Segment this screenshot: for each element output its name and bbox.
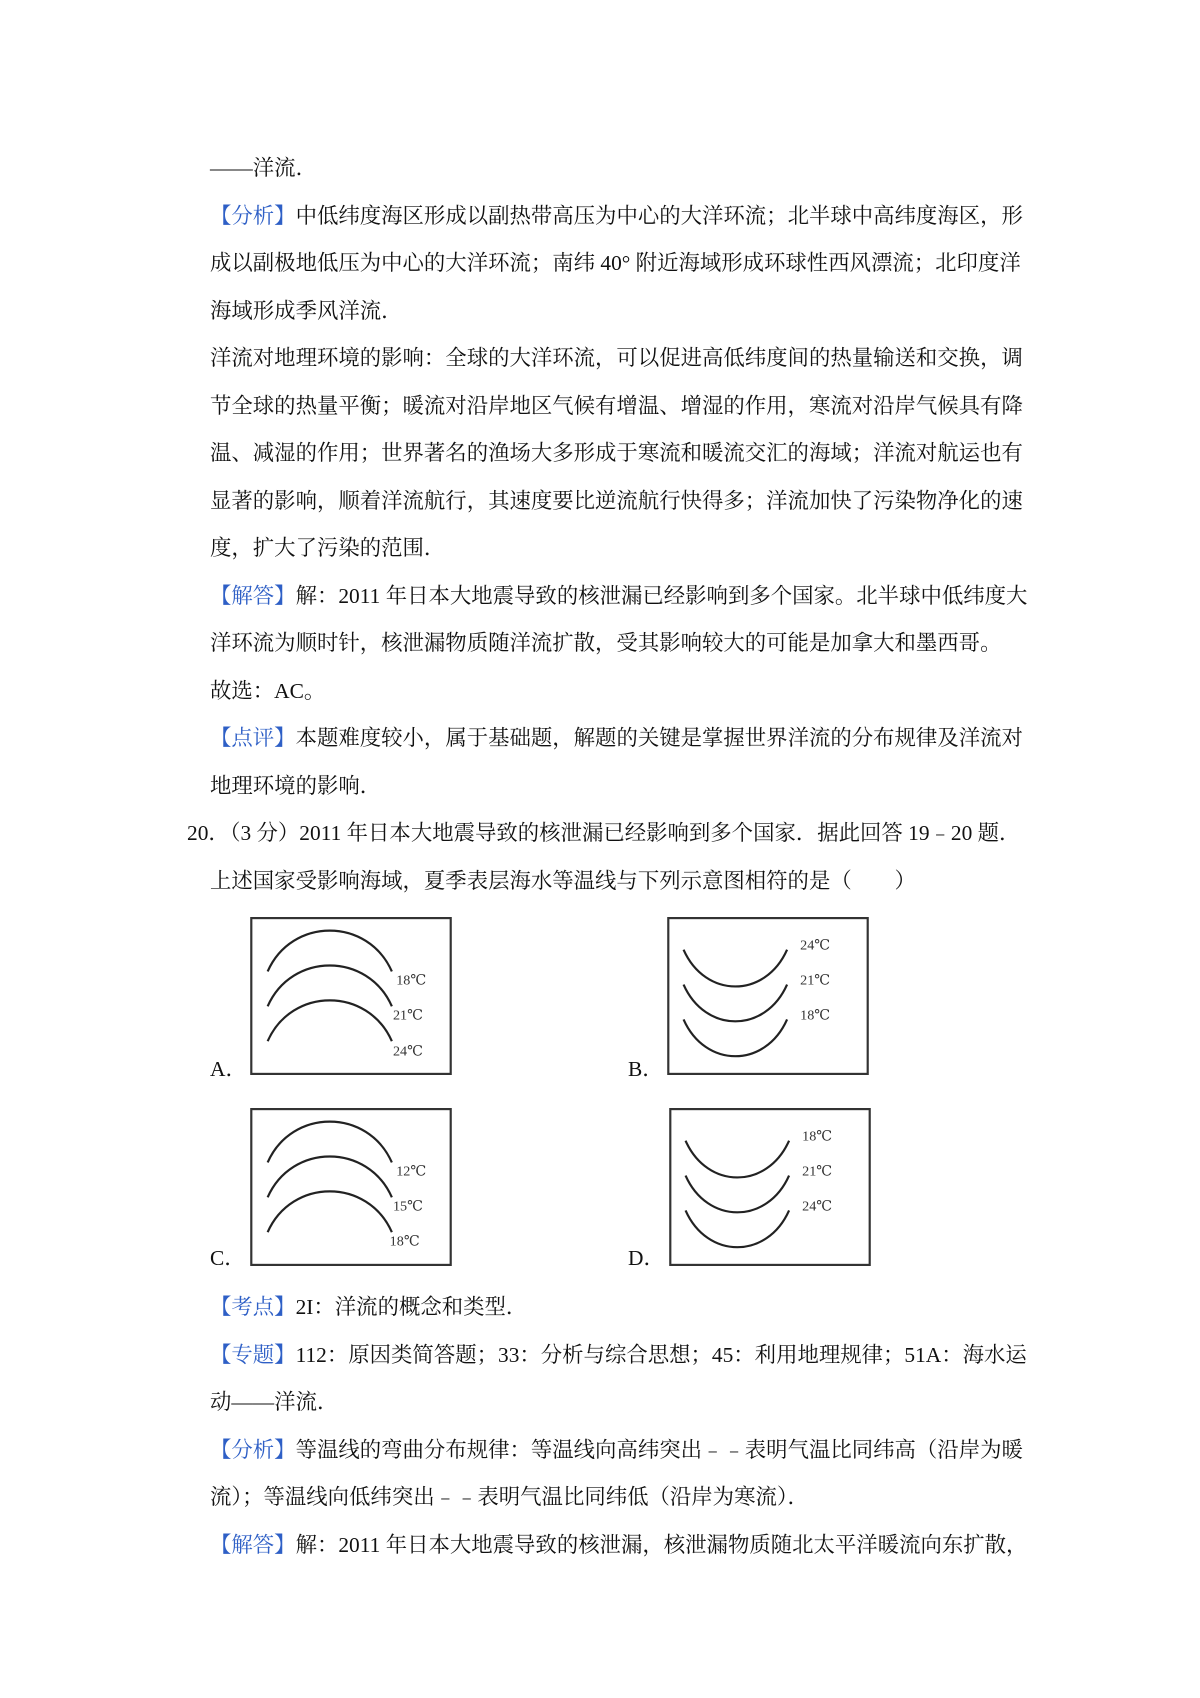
- question-line: [210, 858, 1025, 906]
- answer-text: 解：2011 年日本大地震导致的核泄漏，核泄漏物质随北太平洋暖流向东扩散，: [295, 1532, 1028, 1557]
- answer-line: [210, 620, 1025, 668]
- analysis-text: 中低纬度海区形成以副热带高压为中心的大洋环流；北半球中高纬度海区，形: [295, 203, 1023, 228]
- isotherm-label: 21℃: [800, 972, 831, 989]
- solution-section: [210, 1284, 1028, 1569]
- impact-line: [210, 430, 1025, 478]
- continuation-line: [210, 145, 1025, 193]
- knowledge-point-line: [210, 1284, 1025, 1332]
- option-d-label: D．: [628, 1246, 665, 1270]
- analysis-line: [210, 1427, 1025, 1475]
- analysis-text: 成以副极地低压为中心的大洋环流；南纬 40° 附近海域形成环球性西风漂流；北印度洋: [210, 251, 1021, 275]
- impact-text: 显著的影响，顺着洋流航行，其速度要比逆流航行快得多；洋流加快了污染物净化的速: [210, 488, 1023, 513]
- knowledge-point-text: 2I：洋流的概念和类型．: [295, 1295, 528, 1319]
- option-b-label: B．: [628, 1057, 664, 1081]
- option-a-diagram: [250, 917, 452, 1075]
- isotherm-line: [686, 1141, 790, 1178]
- analysis-line: [210, 240, 1025, 288]
- option-d-diagram: [669, 1108, 871, 1266]
- isotherm-diagram: [250, 917, 452, 1075]
- isotherm-line: [684, 1019, 788, 1056]
- impact-line: [210, 525, 1025, 573]
- topic-text: 112：原因类简答题；33：分析与综合思想；45：利用地理规律；51A：海水运: [295, 1342, 1027, 1367]
- analysis-tag: 【分析】: [210, 203, 296, 228]
- question-text: 上述国家受影响海域，夏季表层海水等温线与下列示意图相符的是（ ）: [210, 868, 916, 893]
- isotherm-label: 15℃: [392, 1198, 423, 1215]
- analysis-text: 海域形成季风洋流．: [210, 298, 403, 323]
- knowledge-point-tag: 【考点】: [210, 1295, 296, 1319]
- isotherm-diagram: [667, 917, 869, 1075]
- answer-tag: 【解答】: [210, 583, 296, 608]
- isotherm-line: [268, 1191, 392, 1232]
- isotherm-label: 18℃: [389, 1233, 420, 1250]
- impact-text: 温、减湿的作用；世界著名的渔场大多形成于寒流和暖流交汇的海域；洋流对航运也有: [210, 441, 1023, 465]
- topic-line: [210, 1332, 1025, 1380]
- isotherm-line: [684, 950, 788, 987]
- choice-line: [210, 668, 1025, 716]
- isotherm-line: [684, 985, 788, 1022]
- isotherm-label: 18℃: [802, 1128, 833, 1145]
- option-b-diagram: [667, 917, 869, 1075]
- isotherm-label: 18℃: [800, 1007, 831, 1024]
- answer-line: [210, 573, 1028, 621]
- topic-tag: 【专题】: [210, 1342, 296, 1367]
- analysis-line: [210, 288, 1025, 336]
- analysis-tag: 【分析】: [210, 1437, 296, 1462]
- question-text: （3 分）2011 年日本大地震导致的核泄漏已经影响到多个国家．据此回答 19﹣20 题．: [229, 821, 1021, 845]
- isotherm-label: 21℃: [802, 1163, 833, 1180]
- isotherm-label: 12℃: [396, 1163, 427, 1180]
- previous-solution-section: [187, 145, 1028, 905]
- diagram-frame: [670, 1109, 869, 1265]
- comment-tag: 【点评】: [210, 726, 296, 750]
- analysis-text: 流）；等温线向低纬突出﹣﹣表明气温比同纬低（沿岸为寒流）．: [210, 1485, 809, 1509]
- answer-text: 洋环流为顺时针，核泄漏物质随洋流扩散，受其影响较大的可能是加拿大和墨西哥。: [210, 631, 1002, 655]
- analysis-line: [210, 1474, 1025, 1522]
- option-c-diagram: [250, 1108, 452, 1266]
- comment-text: 本题难度较小，属于基础题，解题的关键是掌握世界洋流的分布规律及洋流对: [295, 726, 1023, 750]
- continuation-text: ——洋流．: [210, 156, 317, 180]
- option-a-label: A．: [210, 1057, 247, 1081]
- isotherm-line: [686, 1176, 790, 1213]
- comment-line: [210, 763, 1025, 811]
- impact-text: 洋流对地理环境的影响：全球的大洋环流，可以促进高低纬度间的热量输送和交换，调: [210, 346, 1023, 370]
- impact-line: [210, 383, 1025, 431]
- analysis-text: 等温线的弯曲分布规律：等温线向高纬突出﹣﹣表明气温比同纬高（沿岸为暖: [295, 1437, 1023, 1462]
- question-number: 20．: [187, 821, 230, 845]
- choice-text: 故选：AC。: [210, 678, 326, 703]
- topic-line: [210, 1379, 1025, 1427]
- isotherm-diagram: [250, 1108, 452, 1266]
- isotherm-label: 24℃: [392, 1043, 423, 1060]
- isotherm-label: 18℃: [396, 972, 427, 989]
- impact-text: 度，扩大了污染的范围．: [210, 536, 446, 560]
- isotherm-line: [686, 1210, 790, 1247]
- answer-tag: 【解答】: [210, 1532, 296, 1557]
- comment-text: 地理环境的影响．: [210, 773, 382, 798]
- isotherm-diagram: [669, 1108, 871, 1266]
- diagram-frame: [251, 1109, 450, 1265]
- isotherm-label: 21℃: [392, 1007, 423, 1024]
- impact-line: [210, 335, 1025, 383]
- isotherm-label: 24℃: [800, 937, 831, 954]
- impact-line: [210, 478, 1025, 526]
- topic-text: 动——洋流．: [210, 1390, 339, 1414]
- diagram-frame: [668, 918, 867, 1074]
- option-c-label: C．: [210, 1246, 246, 1270]
- answer-line: [210, 1522, 1028, 1570]
- isotherm-label: 24℃: [802, 1198, 833, 1215]
- isotherm-line: [268, 1000, 392, 1041]
- answer-text: 解：2011 年日本大地震导致的核泄漏已经影响到多个国家。北半球中低纬度大: [295, 583, 1028, 608]
- comment-line: [210, 715, 1025, 763]
- analysis-line: [210, 193, 1025, 241]
- question-line: [187, 810, 1025, 858]
- impact-text: 节全球的热量平衡；暖流对沿岸地区气候有增温、增湿的作用，寒流对沿岸气候具有降: [210, 393, 1023, 418]
